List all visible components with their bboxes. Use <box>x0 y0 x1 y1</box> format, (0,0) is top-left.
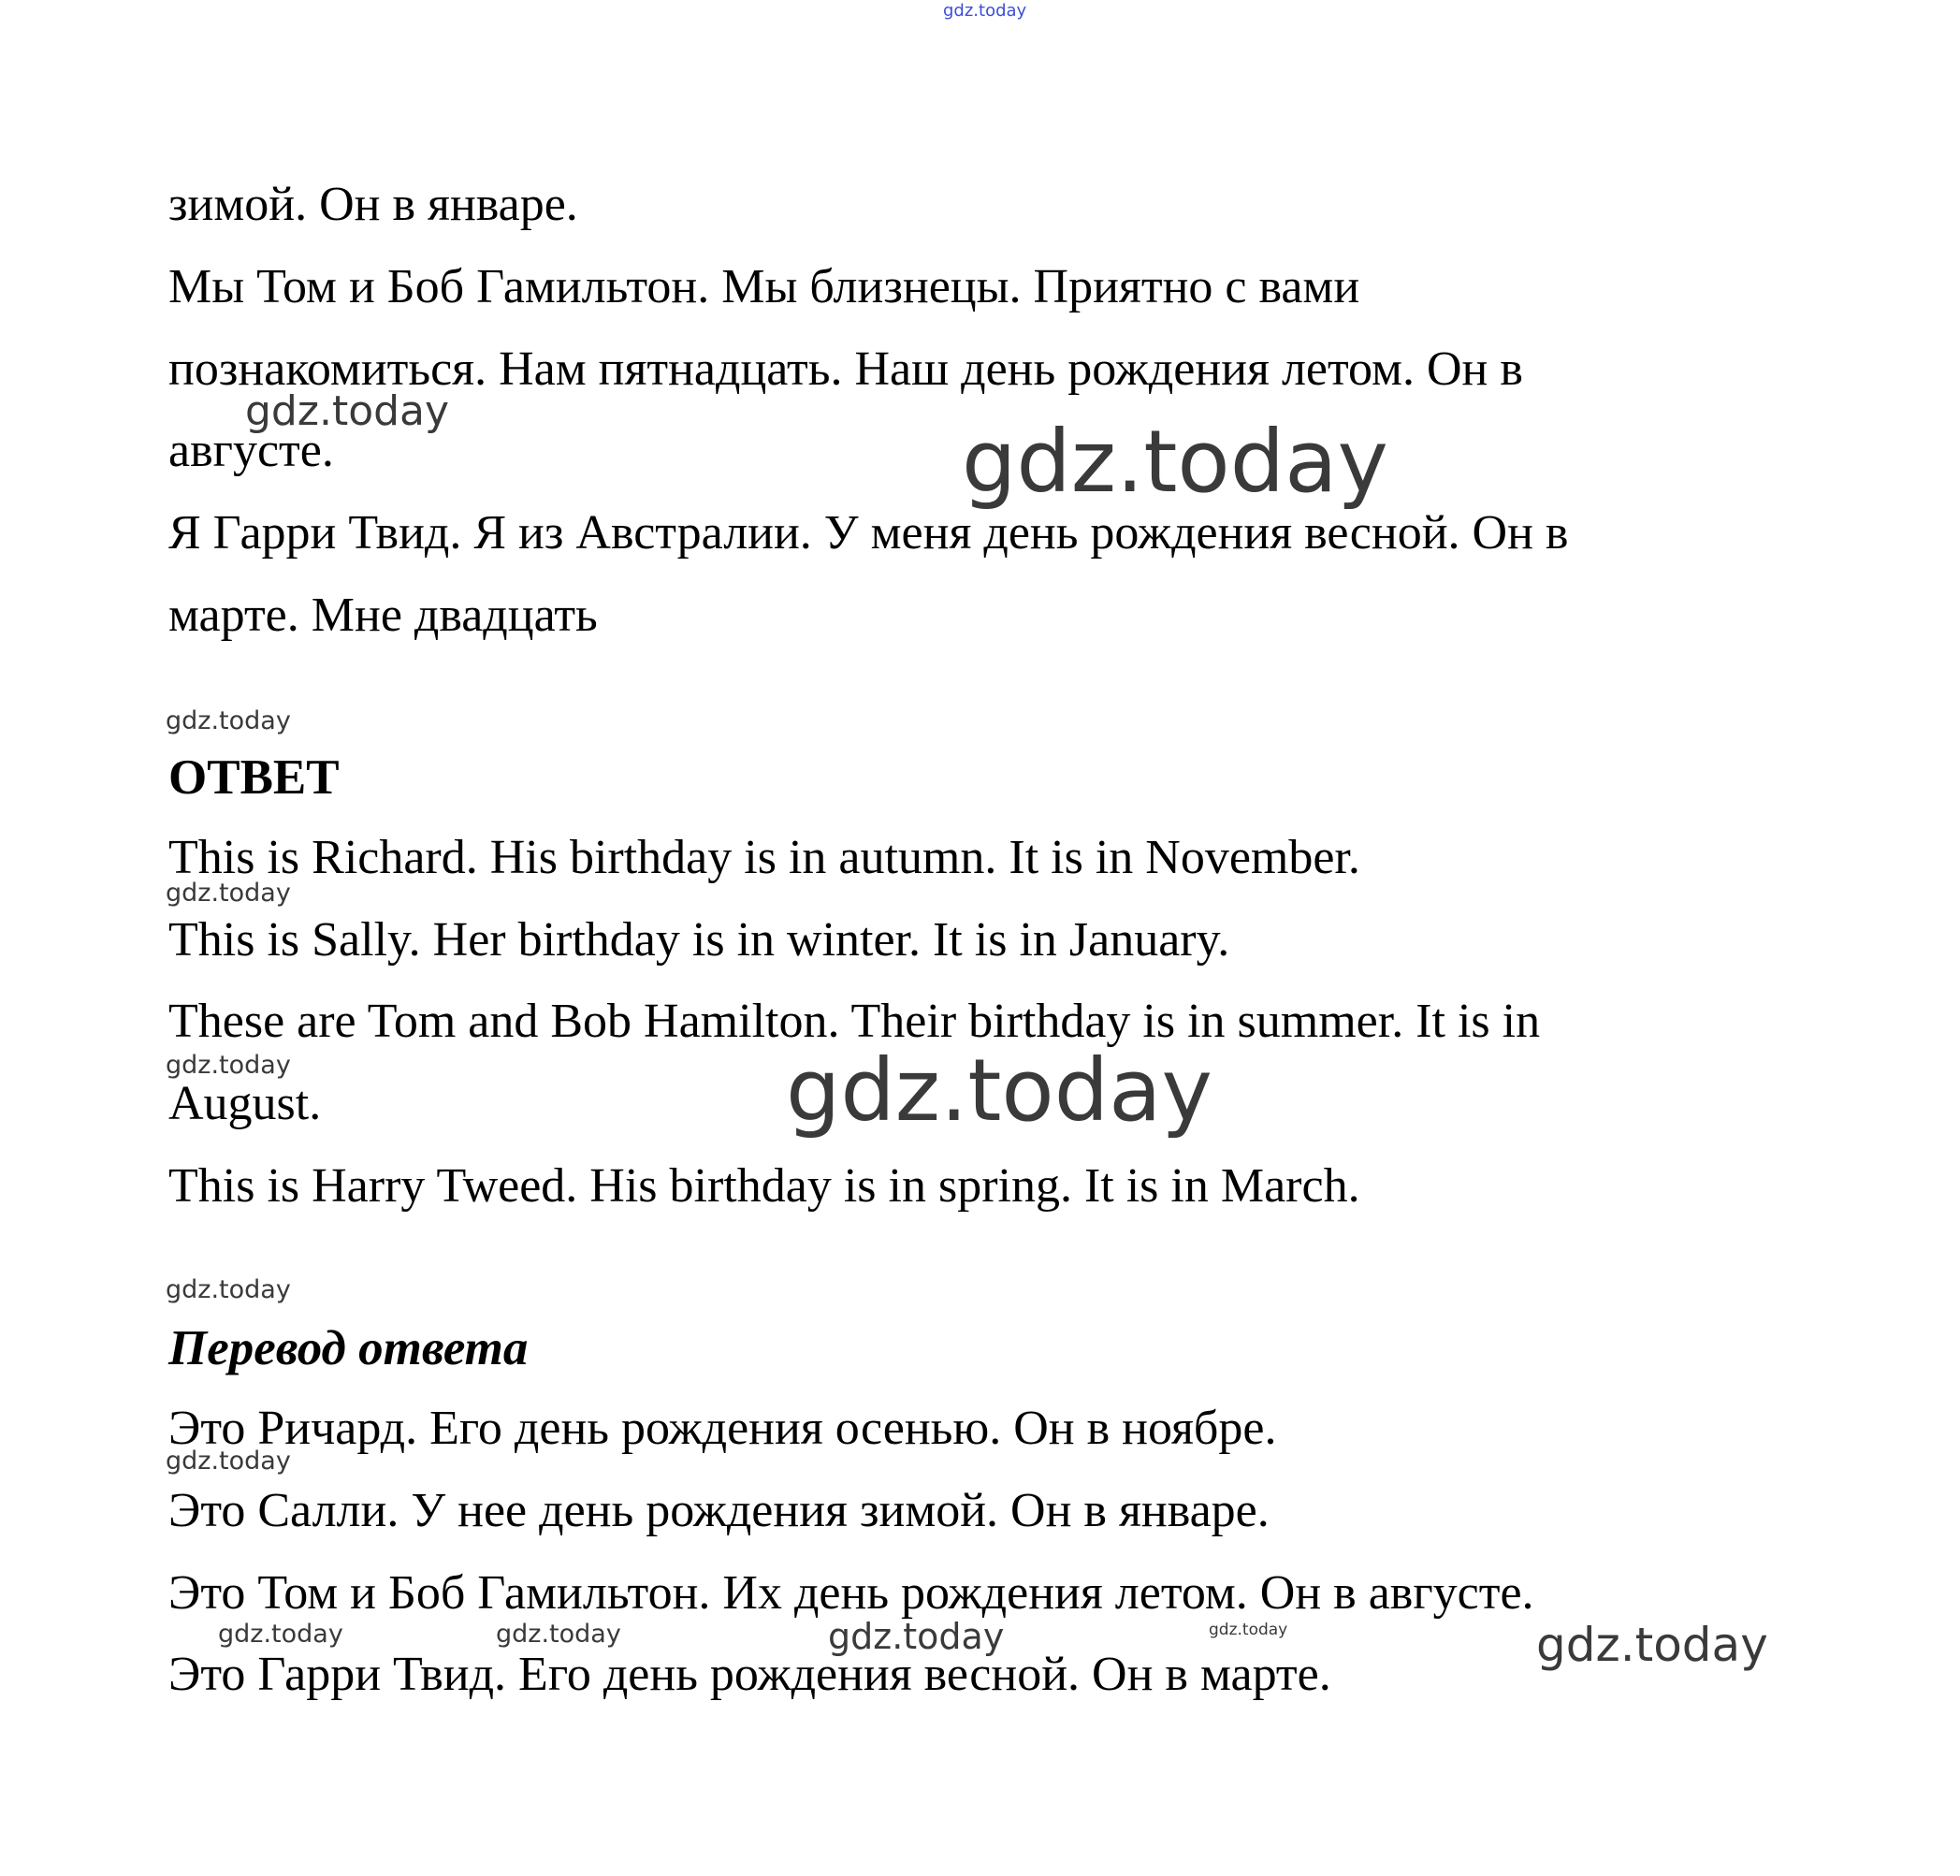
watermark-small-7: gdz.today <box>496 1620 621 1649</box>
watermark-large-2: gdz.today <box>786 1040 1212 1141</box>
answer-line-3: These are Tom and Bob Hamilton. Their birthday is in summer. It is in <box>168 995 1541 1048</box>
intro-line-2: Мы Том и Боб Гамильтон. Мы близнецы. Приятно с вами <box>168 260 1360 313</box>
watermark-medium-2: gdz.today <box>828 1616 1005 1657</box>
watermark-medium-3: gdz.today <box>1536 1618 1768 1672</box>
watermark-tiny: gdz.today <box>1209 1621 1288 1639</box>
watermark-small-2: gdz.today <box>166 879 291 908</box>
translation-line-3: Это Том и Боб Гамильтон. Их день рождения летом. Он в августе. <box>168 1566 1534 1620</box>
answer-heading: ОТВЕТ <box>168 750 340 805</box>
translation-heading: Перевод ответа <box>168 1321 529 1375</box>
watermark-top: gdz.today <box>943 1 1027 21</box>
watermark-large-1: gdz.today <box>962 412 1388 512</box>
translation-line-1: Это Ричард. Его день рождения осенью. Он в ноябре. <box>168 1402 1277 1455</box>
answer-line-1: This is Richard. His birthday is in autumn. It is in November. <box>168 831 1360 884</box>
answer-line-2: This is Sally. Her birthday is in winter. It is in January. <box>168 913 1230 967</box>
translation-line-2: Это Салли. У нее день рождения зимой. Он в январе. <box>168 1484 1270 1537</box>
watermark-small-5: gdz.today <box>166 1447 291 1476</box>
intro-line-4: августе. <box>168 424 334 477</box>
answer-line-5: This is Harry Tweed. His birthday is in spring. It is in March. <box>168 1159 1360 1213</box>
watermark-small-3: gdz.today <box>166 1051 291 1080</box>
intro-line-3: познакомиться. Нам пятнадцать. Наш день рождения летом. Он в <box>168 342 1523 396</box>
intro-line-1: зимой. Он в январе. <box>168 178 578 231</box>
watermark-small-1: gdz.today <box>166 706 291 735</box>
answer-line-4: August. <box>168 1077 322 1130</box>
watermark-small-6: gdz.today <box>218 1620 343 1649</box>
intro-line-6: марте. Мне двадцать <box>168 589 598 642</box>
watermark-small-4: gdz.today <box>166 1275 291 1304</box>
watermark-medium-1: gdz.today <box>245 387 450 435</box>
translation-line-4: Это Гарри Твид. Его день рождения весной. Он в марте. <box>168 1648 1331 1701</box>
intro-line-5: Я Гарри Твид. Я из Австралии. У меня день рождения весной. Он в <box>168 506 1569 560</box>
